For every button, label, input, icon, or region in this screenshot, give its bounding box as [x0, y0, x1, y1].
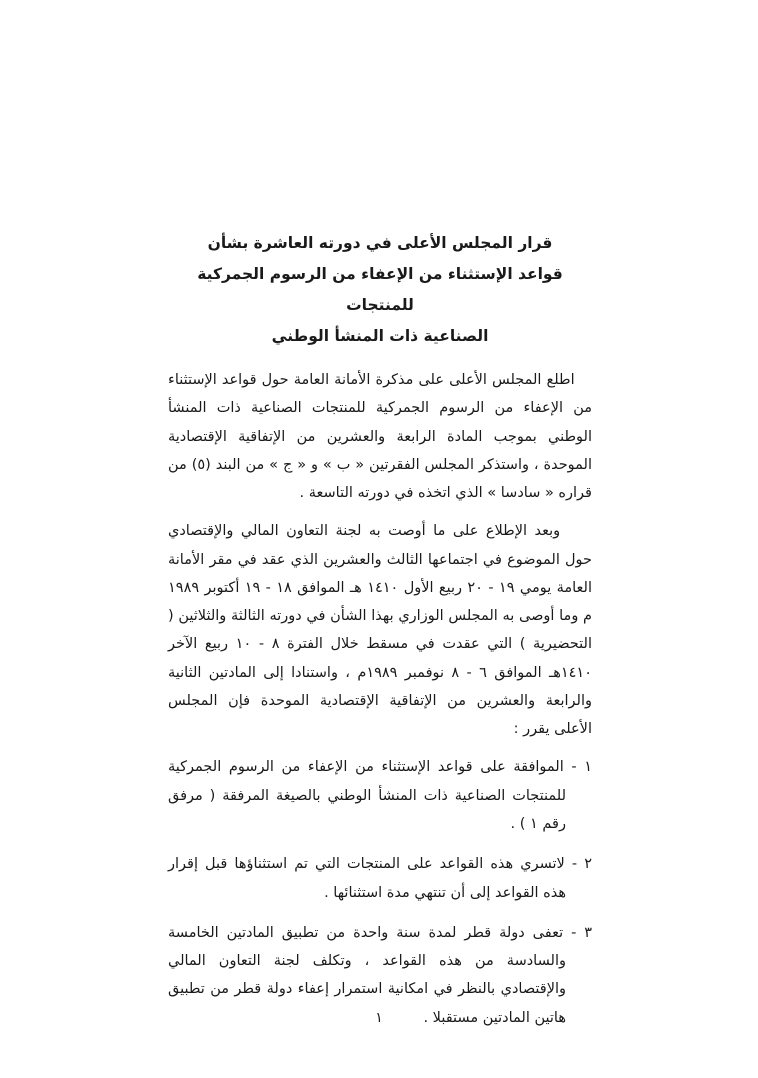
item-2-number: ٢ - [571, 856, 593, 873]
title-line-2: قواعد الإستثناء من الإعفاء من الرسوم الجمركية للمنتجات [197, 265, 563, 314]
item-3-text: تعفى دولة قطر لمدة سنة واحدة من تطبيق المادتين الخامسة والسادسة من هذه القواعد ، وتكلف لجنة التعاون المالي والإقتصادي بالنظر في امكانية استمرار إعفاء دولة قطر من تطبيق هاتين المادتين مستقبلا . [168, 924, 566, 1026]
list-item-1 [168, 753, 592, 838]
paragraph-1: اطلع المجلس الأعلى على مذكرة الأمانة العامة حول قواعد الإستثناء من الإعفاء من الرسوم الجمركية للمنتجات الصناعية ذات المنشأ الوطني بموجب المادة الرابعة والعشرين من الإتفاقية الإقتصادية الموحدة ، واستذكر المجلس الفقرتين « ب » و « ج » من البند (٥) من قراره « سادسا » الذي اتخذه في دورته التاسعة . [168, 372, 592, 502]
document-title [168, 228, 592, 352]
title-line-3: الصناعية ذات المنشأ الوطني [271, 327, 489, 345]
document-content [168, 228, 592, 1044]
list-item-2 [168, 850, 592, 907]
page-number: ١ [375, 1010, 383, 1026]
title-line-1: قرار المجلس الأعلى في دورته العاشرة بشأن [207, 234, 553, 252]
item-1-number: ١ - [571, 759, 592, 776]
item-1-text: الموافقة على قواعد الإستثناء من الإعفاء من الرسوم الجمركية للمنتجات الصناعية ذات المنشأ الوطني بالصيغة المرفقة ( مرفق رقم ١ ) . [168, 759, 566, 832]
item-2-text: لاتسري هذه القواعد على المنتجات التي تم استثناؤها قبل إقرار هذه القواعد إلى أن تنتهي مدة استثنائها . [168, 856, 566, 901]
decision-list [168, 753, 592, 1031]
item-3-number: ٣ - [571, 924, 593, 941]
paragraph-2: وبعد الإطلاع على ما أوصت به لجنة التعاون المالي والإقتصادي حول الموضوع في اجتماعها الثالث والعشرين الذي عقد في مقر الأمانة العامة يومي ١٩ - ٢٠ ربيع الأول ١٤١٠ هـ الموافق ١٨ - ١٩ أكتوبر ١٩٨٩ م وما أوصى به المجلس الوزاري بهذا الشأن في دورته الثالثة والثلاثين ( التحضيرية ) التي عقدت في مسقط خلال الفترة ٨ - ١٠ ربيع الآخر ١٤١٠هـ الموافق ٦ - ٨ نوفمبر ١٩٨٩م ، واستنادا إلى المادتين الثانية والرابعة والعشرين من الإتفاقية الإقتصادية الموحدة فإن المجلس الأعلى يقرر : [168, 523, 592, 738]
